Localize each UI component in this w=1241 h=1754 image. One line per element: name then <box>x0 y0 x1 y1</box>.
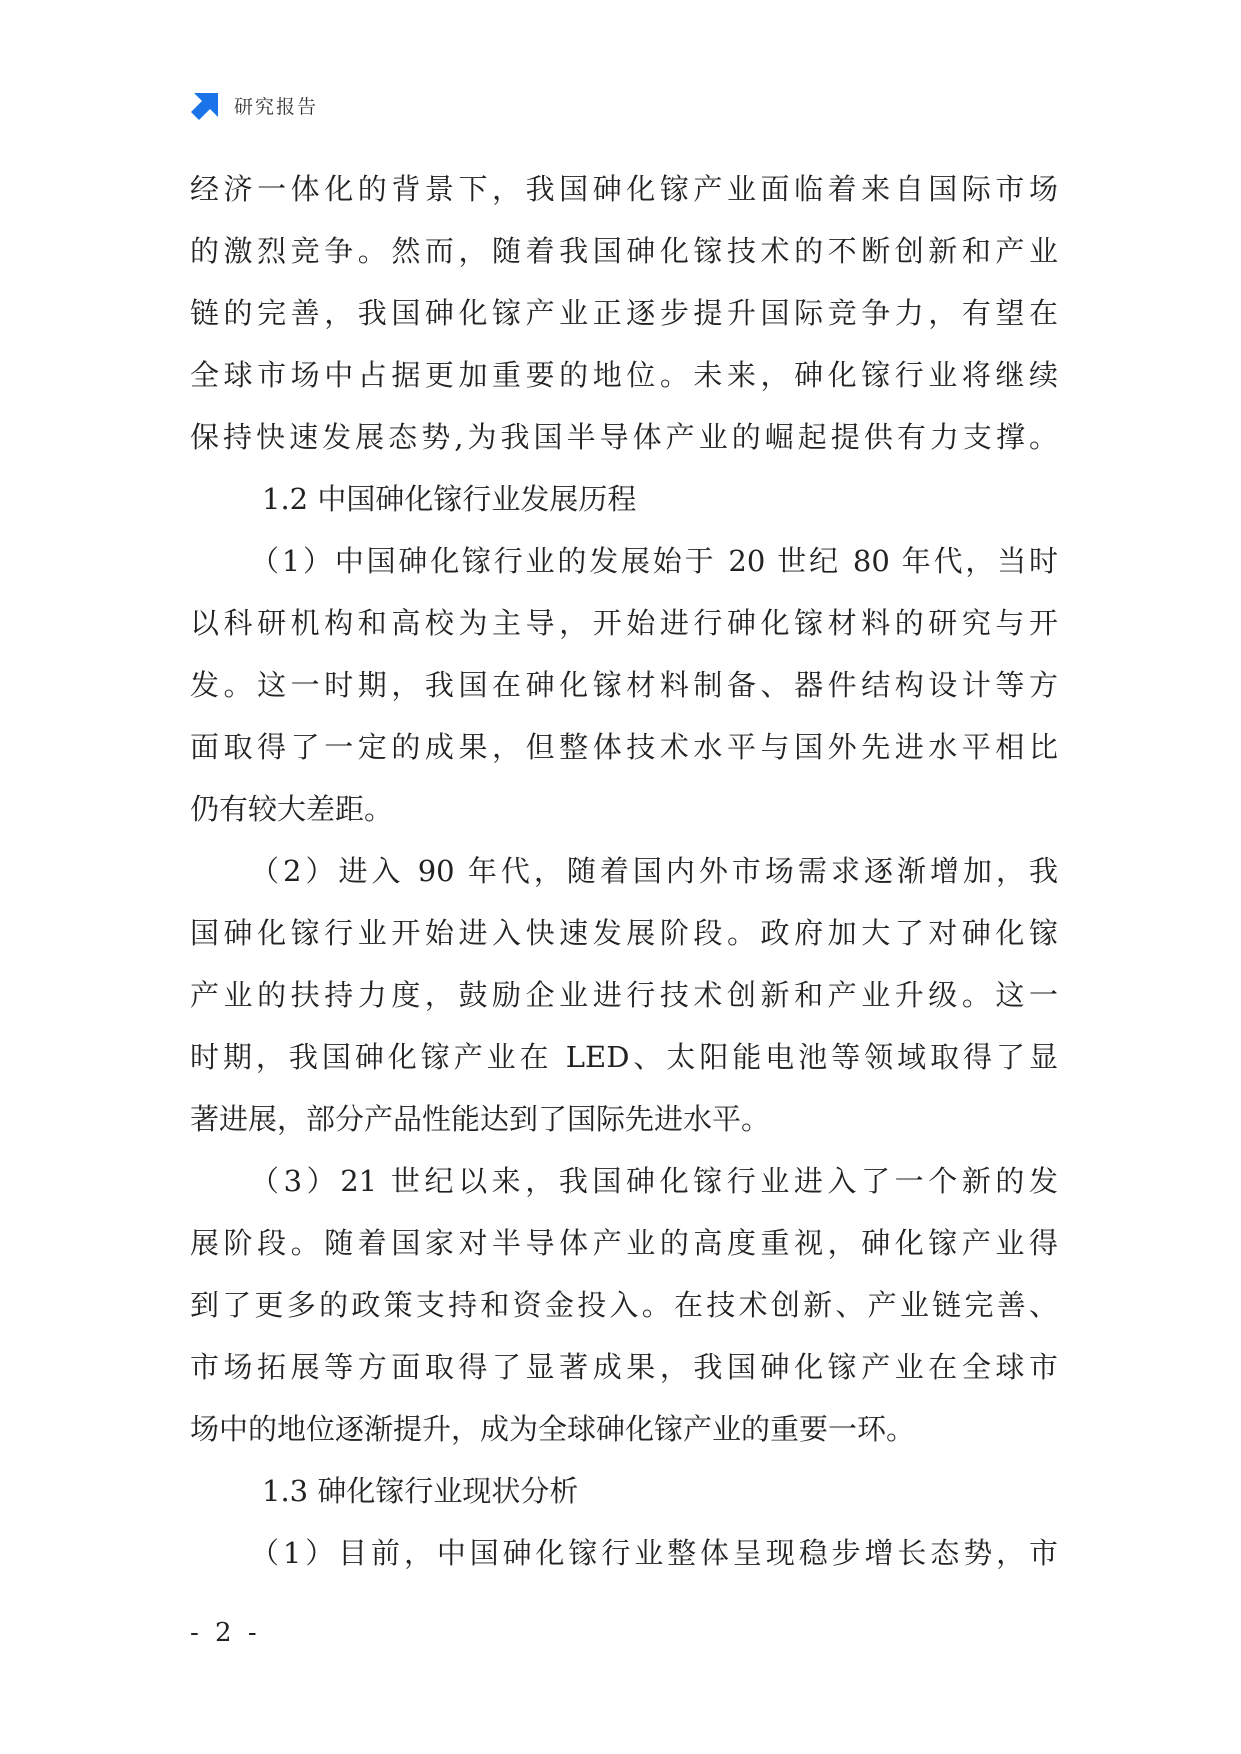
report-type-label: 研究报告 <box>234 95 319 118</box>
paragraph-line: 场中的地位逐渐提升，成为全球砷化镓产业的重要一环。 <box>190 1412 916 1446</box>
paragraph-line: （3）21 世纪以来，我国砷化镓行业进入了一个新的发 <box>250 1164 1058 1198</box>
page-number: - 2 - <box>190 1618 261 1648</box>
body-line: 保持快速发展态势,为我国半导体产业的崛起提供有力支撑。 <box>190 420 1058 454</box>
paragraph-line: 时期，我国砷化镓产业在 LED、太阳能电池等领域取得了显 <box>190 1040 1058 1074</box>
paragraph-line: （1）中国砷化镓行业的发展始于 20 世纪 80 年代，当时 <box>250 544 1058 578</box>
paragraph-line: 发。这一时期，我国在砷化镓材料制备、器件结构设计等方 <box>190 668 1058 702</box>
paragraph-line: （2）进入 90 年代，随着国内外市场需求逐渐增加，我 <box>250 854 1058 888</box>
paragraph-line: 仍有较大差距。 <box>190 792 394 826</box>
body-line: 链的完善，我国砷化镓产业正逐步提升国际竞争力，有望在 <box>190 296 1058 330</box>
section-heading-1-2: 1.2 中国砷化镓行业发展历程 <box>262 482 637 516</box>
paragraph-line: 产业的扶持力度，鼓励企业进行技术创新和产业升级。这一 <box>190 978 1058 1012</box>
paragraph-line: 面取得了一定的成果，但整体技术水平与国外先进水平相比 <box>190 730 1058 764</box>
document-body <box>190 158 1058 1584</box>
paragraph-line: 国砷化镓行业开始进入快速发展阶段。政府加大了对砷化镓 <box>190 916 1058 950</box>
body-line: 的激烈竞争。然而，随着我国砷化镓技术的不断创新和产业 <box>190 234 1058 268</box>
paragraph-line: 展阶段。随着国家对半导体产业的高度重视，砷化镓产业得 <box>190 1226 1058 1260</box>
paragraph-line: 以科研机构和高校为主导，开始进行砷化镓材料的研究与开 <box>190 606 1058 640</box>
body-line: 全球市场中占据更加重要的地位。未来，砷化镓行业将继续 <box>190 358 1058 392</box>
section-heading-1-3: 1.3 砷化镓行业现状分析 <box>262 1474 579 1508</box>
report-header <box>190 88 318 122</box>
paragraph-line: 市场拓展等方面取得了显著成果，我国砷化镓产业在全球市 <box>190 1350 1058 1384</box>
paragraph-line: （1）目前，中国砷化镓行业整体呈现稳步增长态势，市 <box>250 1536 1058 1570</box>
paragraph-line: 著进展，部分产品性能达到了国际先进水平。 <box>190 1102 771 1136</box>
arrow-up-right-logo-icon <box>190 89 222 121</box>
body-line: 经济一体化的背景下，我国砷化镓产业面临着来自国际市场 <box>190 172 1058 206</box>
paragraph-line: 到了更多的政策支持和资金投入。在技术创新、产业链完善、 <box>190 1288 1058 1322</box>
